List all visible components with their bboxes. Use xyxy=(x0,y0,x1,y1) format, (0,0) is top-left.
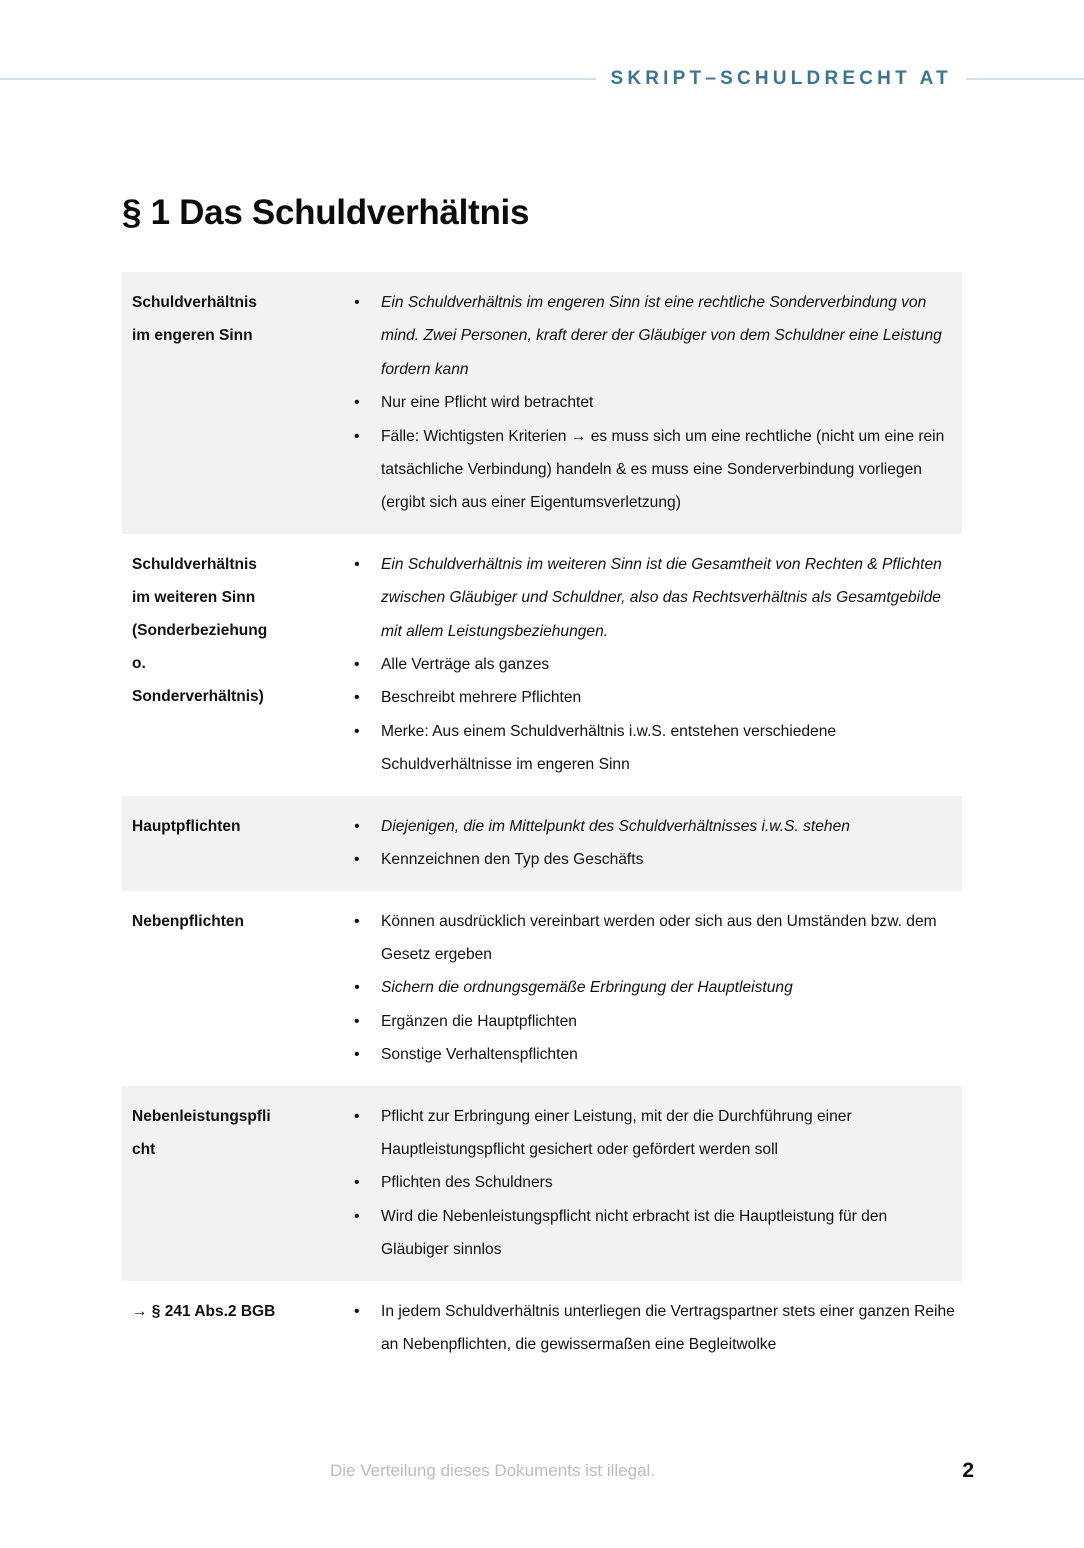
bullet-item: • Pflichten des Schuldners xyxy=(328,1166,958,1199)
row-label-line: Nebenpflichten xyxy=(132,912,244,930)
bullet-item: • Sonstige Verhaltenspflichten xyxy=(328,1038,958,1071)
page-title: § 1 Das Schuldverhältnis xyxy=(122,193,530,233)
row-label xyxy=(122,1086,328,1180)
row-label xyxy=(122,1281,328,1342)
content-table xyxy=(122,272,962,1375)
bullet-list xyxy=(328,810,958,877)
row-label-line: → § 241 Abs.2 BGB xyxy=(132,1302,276,1320)
row-label-line: im weiteren Sinn xyxy=(132,588,256,606)
bullet-list xyxy=(328,548,958,782)
bullet-item: • Merke: Aus einem Schuldverhältnis i.w.S. entstehen verschiedene Schuldverhältnisse im engeren Sinn xyxy=(328,715,958,782)
bullet-list xyxy=(328,286,958,520)
row-body xyxy=(328,891,962,1086)
bullet-item: • Diejenigen, die im Mittelpunkt des Schuldverhältnisses i.w.S. stehen xyxy=(328,810,958,843)
bullet-item: • Ein Schuldverhältnis im engeren Sinn ist eine rechtliche Sonderverbindung von mind. Zwei Personen, kraft derer der Gläubiger von dem Schuldner eine Leistung fordern kann xyxy=(328,286,958,386)
row-label-line: Schuldverhältnis xyxy=(132,555,257,573)
bullet-item: • Sichern die ordnungsgemäße Erbringung der Hauptleistung xyxy=(328,971,958,1004)
bullet-item: • Pflicht zur Erbringung einer Leistung, mit der die Durchführung einer Hauptleistungspflicht gesichert oder gefördert werden soll xyxy=(328,1100,958,1167)
table-row xyxy=(122,272,962,534)
bullet-item: • Kennzeichnen den Typ des Geschäfts xyxy=(328,843,958,876)
bullet-item: • In jedem Schuldverhältnis unterliegen die Vertragspartner stets einer ganzen Reihe an Nebenpflichten, die gewissermaßen eine Begleitwolke xyxy=(328,1295,958,1362)
row-label-line: Hauptpflichten xyxy=(132,817,241,835)
bullet-list xyxy=(328,905,958,1072)
bullet-list xyxy=(328,1295,958,1362)
table-row xyxy=(122,1281,962,1376)
bullet-item: • Ergänzen die Hauptpflichten xyxy=(328,1005,958,1038)
bullet-item: • Fälle: Wichtigsten Kriterien → es muss sich um eine rechtliche (nicht um eine rein tatsächliche Verbindung) handeln & es muss eine Sonderverbindung vorliegen (ergibt sich aus einer Eigentumsverletzung) xyxy=(328,420,958,520)
bullet-item: • Alle Verträge als ganzes xyxy=(328,648,958,681)
row-label-line: Nebenleistungspfli xyxy=(132,1107,271,1125)
row-label xyxy=(122,272,328,366)
row-label-line: (Sonderbeziehung xyxy=(132,621,268,639)
bullet-item: • Nur eine Pflicht wird betrachtet xyxy=(328,386,958,419)
row-label xyxy=(122,796,328,857)
row-label xyxy=(122,891,328,952)
row-label-line: im engeren Sinn xyxy=(132,327,253,344)
row-body xyxy=(328,1086,962,1281)
row-label-line: Sonderverhältnis) xyxy=(132,687,264,705)
bullet-item: • Ein Schuldverhältnis im weiteren Sinn ist die Gesamtheit von Rechten & Pflichten zwischen Gläubiger und Schuldner, also das Rechtsverhältnis als Gesamtgebilde mit allem Leistungsbeziehungen. xyxy=(328,548,958,648)
bullet-item: • Wird die Nebenleistungspflicht nicht erbracht ist die Hauptleistung für den Gläubiger sinnlos xyxy=(328,1200,958,1267)
row-body xyxy=(328,272,962,534)
row-label-line: cht xyxy=(132,1140,156,1158)
table-row xyxy=(122,534,962,796)
page-number: 2 xyxy=(962,1459,974,1482)
row-body xyxy=(328,534,962,796)
page-footer xyxy=(0,1456,1084,1486)
bullet-list xyxy=(328,1100,958,1267)
running-header-title: SKRIPT–SCHULDRECHT AT xyxy=(596,60,966,98)
row-label-line: o. xyxy=(132,654,146,672)
table-row xyxy=(122,891,962,1086)
footer-disclaimer: Die Verteilung dieses Dokuments ist illegal. xyxy=(330,1461,656,1480)
bullet-item: • Beschreibt mehrere Pflichten xyxy=(328,681,958,714)
row-body xyxy=(328,796,962,891)
table-row xyxy=(122,1086,962,1281)
bullet-item: • Können ausdrücklich vereinbart werden oder sich aus den Umständen bzw. dem Gesetz ergeben xyxy=(328,905,958,972)
row-label xyxy=(122,534,328,727)
page-header xyxy=(0,60,1084,100)
row-body xyxy=(328,1281,962,1376)
table-row xyxy=(122,796,962,891)
row-label-line: Schuldverhältnis xyxy=(132,294,257,311)
